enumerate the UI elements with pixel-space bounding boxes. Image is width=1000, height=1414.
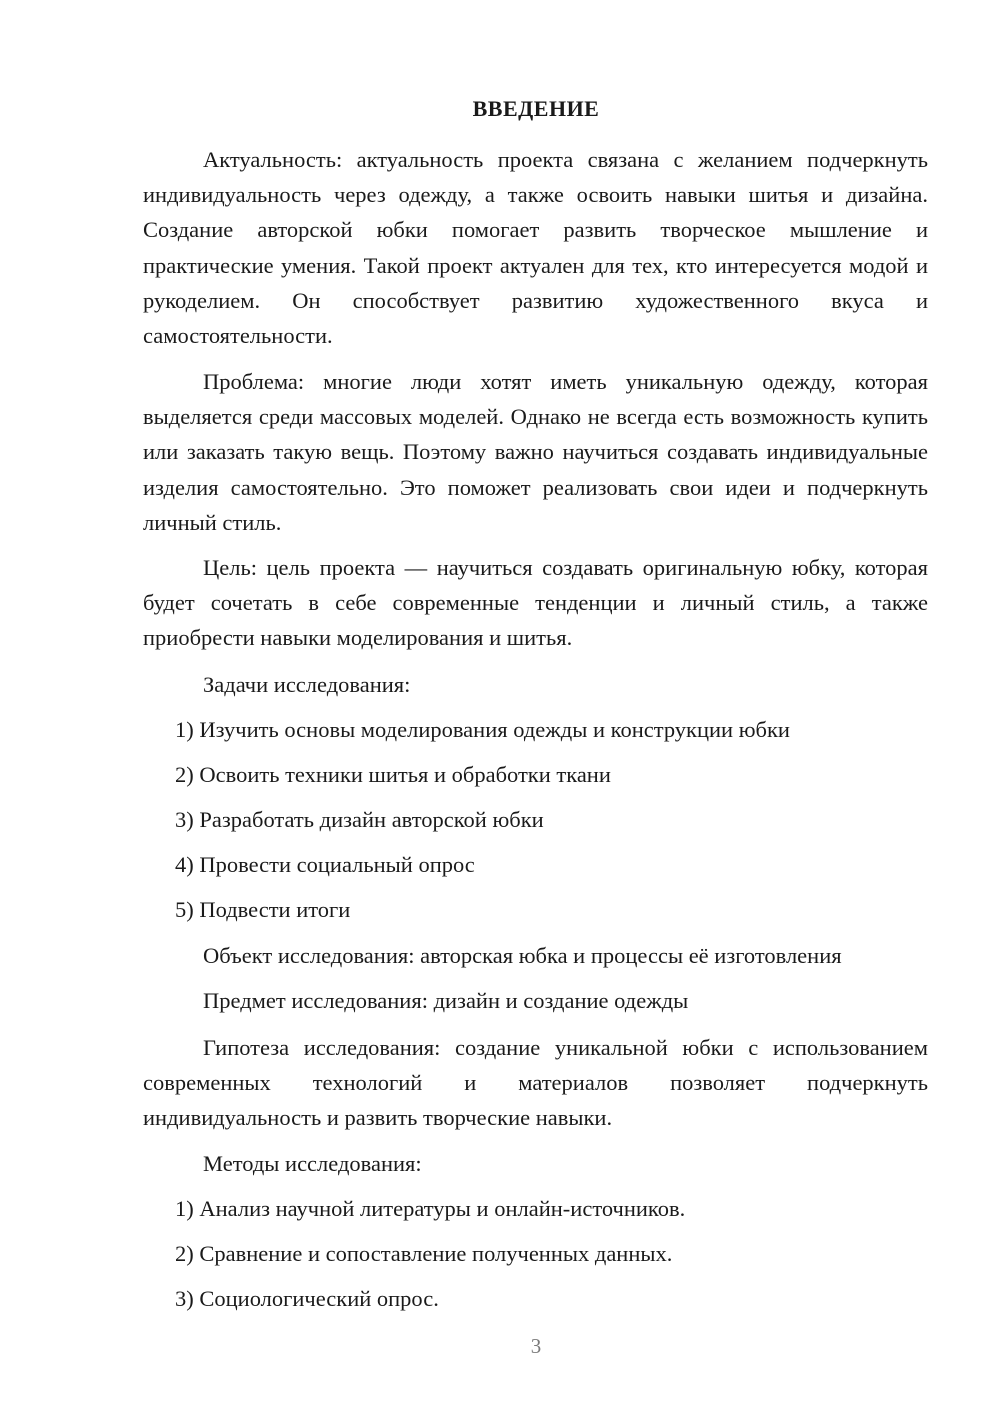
method-item: 2) Сравнение и сопоставление полученных данных. xyxy=(175,1241,673,1266)
relevance-paragraph: Актуальность: актуальность проекта связана с желанием подчеркнуть индивидуальность через одежду, а также освоить навыки шитья и дизайна. Создание авторской юбки помогает развить творческое мышление и практические умения. Такой проект актуален для тех, кто интересуется модой и рукоделием. Он способствует развитию художественного вкуса и самостоятельности. xyxy=(143,147,928,349)
task-item: 4) Провести социальный опрос xyxy=(175,852,475,877)
research-subject: Предмет исследования: дизайн и создание одежды xyxy=(203,988,689,1013)
research-object: Объект исследования: авторская юбка и процессы её изготовления xyxy=(203,943,842,968)
page-title: ВВЕДЕНИЕ xyxy=(472,96,600,121)
problem-paragraph: Проблема: многие люди хотят иметь уникальную одежду, которая выделяется среди массовых моделей. Однако не всегда есть возможность купить или заказать такую вещь. Поэтому важно научиться создавать индивидуальные изделия самостоятельно. Это поможет реализовать свои идеи и подчеркнуть личный стиль. xyxy=(143,369,928,535)
method-item: 1) Анализ научной литературы и онлайн-источников. xyxy=(175,1196,686,1221)
page-number: 3 xyxy=(530,1334,542,1358)
goal-paragraph: Цель: цель проекта — научиться создавать оригинальную юбку, которая будет сочетать в себе современные тенденции и личный стиль, а также приобрести навыки моделирования и шитья. xyxy=(143,555,928,651)
methods-heading: Методы исследования: xyxy=(203,1151,422,1176)
task-item: 5) Подвести итоги xyxy=(175,897,351,922)
task-item: 3) Разработать дизайн авторской юбки xyxy=(175,807,544,832)
task-item: 2) Освоить техники шитья и обработки ткани xyxy=(175,762,611,787)
method-item: 3) Социологический опрос. xyxy=(175,1286,439,1311)
task-item: 1) Изучить основы моделирования одежды и конструкции юбки xyxy=(175,717,790,742)
hypothesis-paragraph: Гипотеза исследования: создание уникальной юбки с использованием современных технологий и материалов позволяет подчеркнуть индивидуальность и развить творческие навыки. xyxy=(143,1035,928,1131)
tasks-heading: Задачи исследования: xyxy=(203,672,411,697)
